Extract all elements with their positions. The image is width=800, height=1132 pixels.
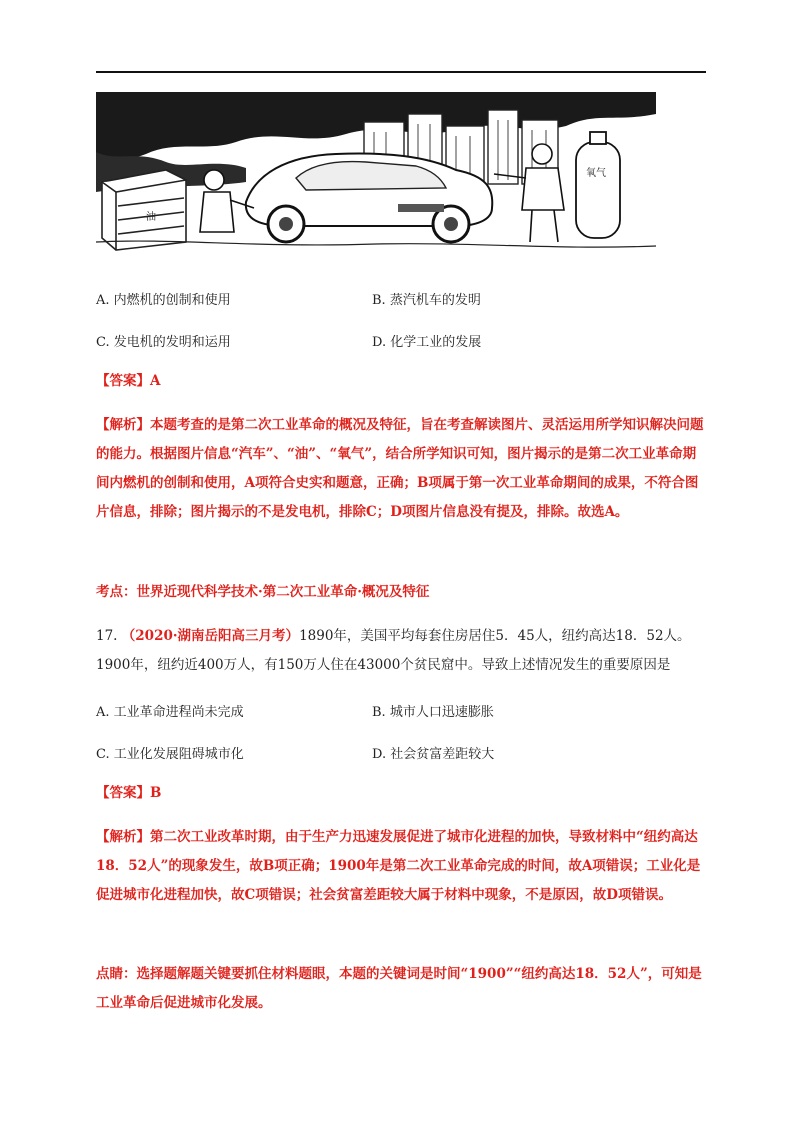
q17-analysis-label: 【解析】 — [96, 829, 150, 845]
q16-option-c: C. 发电机的发明和运用 — [96, 335, 231, 350]
q16-analysis — [96, 411, 706, 527]
q17-answer: 【答案】B — [96, 785, 162, 801]
q16-option-a: A. 内燃机的创制和使用 — [96, 293, 231, 308]
q16-analysis-text: 本题考查的是第二次工业革命的概况及特征，旨在考查解读图片、灵活运用所学知识解决问题的能力。根据图片信息“汽车”、“油”、“氧气”，结合所学知识可知，图片揭示的是第二次工业革命期间内燃机的创制和使用，A项符合史实和题意，正确；B项属于第一次工业革命期间的成果，不符合图片信息，排除；图片揭示的不是发电机，排除C；D项图片信息没有提及，排除。故选A。 — [96, 417, 704, 520]
q17-option-d: D. 社会贫富差距较大 — [372, 747, 495, 762]
q17-option-c: C. 工业化发展阻碍城市化 — [96, 747, 244, 762]
q17-analysis-text: 第二次工业改革时期，由于生产力迅速发展促进了城市化进程的加快，导致材料中“纽约高达18．52人”的现象发生，故B项正确；1900年是第二次工业革命完成的时间，故A项错误；工业化是促进城市化进程加快，故C项错误；社会贫富差距较大属于材料中现象，不是原因，故D项错误。 — [96, 829, 701, 903]
q17-option-a: A. 工业革命进程尚未完成 — [96, 705, 244, 720]
q16-kaodian: 考点：世界近现代科学技术·第二次工业革命·概况及特征 — [96, 584, 430, 600]
q17-source: （2020·湖南岳阳高三月考） — [121, 628, 300, 644]
svg-text:氧气: 氧气 — [586, 168, 606, 179]
q17-number: 17. — [96, 628, 118, 644]
header-rule — [96, 71, 706, 73]
svg-text:油: 油 — [146, 212, 156, 223]
q17-analysis — [96, 823, 706, 910]
q17-option-b: B. 城市人口迅速膨胀 — [372, 705, 494, 720]
q17-dianjing: 点睛：选择题解题关键要抓住材料题眼，本题的关键词是时间“1900”“纽约高达18．52人”，可知是工业革命后促进城市化发展。 — [96, 966, 702, 1011]
cartoon-illustration — [96, 92, 656, 256]
q16-option-d: D. 化学工业的发展 — [372, 335, 482, 350]
fuel-pump — [102, 170, 186, 250]
oxygen-tank — [576, 132, 620, 238]
q16-answer: 【答案】A — [96, 373, 161, 389]
q17-stem: 1890年，美国平均每套住房居住5．45人，纽约高达18．52人。1900年，纽约近400万人，有150万人住在43000个贫民窟中。导致上述情况发生的重要原因是 — [96, 628, 691, 673]
q16-analysis-label: 【解析】 — [96, 417, 150, 433]
q16-option-b: B. 蒸汽机车的发明 — [372, 293, 481, 308]
q17-question — [96, 622, 711, 680]
